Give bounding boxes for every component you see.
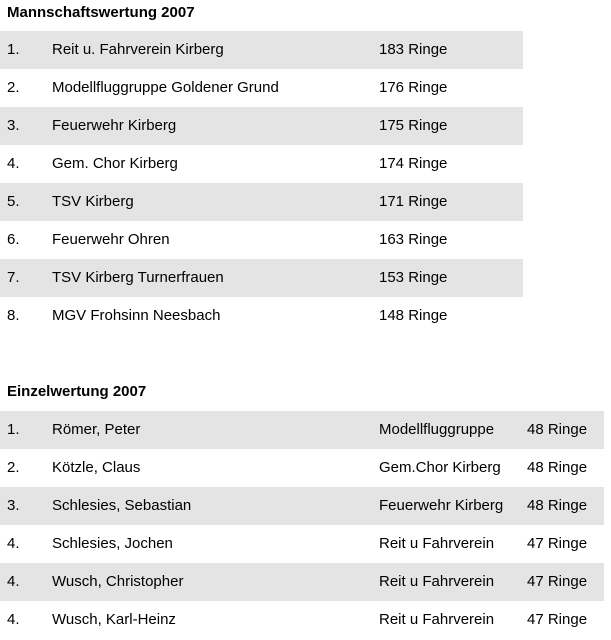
- team-name-cell: TSV Kirberg Turnerfrauen: [52, 269, 224, 286]
- rank-cell: 3.: [7, 497, 20, 514]
- rank-cell: 7.: [7, 269, 20, 286]
- club-cell: Reit u Fahrverein: [379, 535, 495, 552]
- team-ranking-heading: Mannschaftswertung 2007: [7, 4, 195, 21]
- score-cell: 176 Ringe: [379, 79, 448, 96]
- score-cell: 148 Ringe: [379, 307, 448, 324]
- rank-cell: 5.: [7, 193, 20, 210]
- score-cell: 171 Ringe: [379, 193, 448, 210]
- score-cell: 175 Ringe: [379, 117, 448, 134]
- team-name-cell: MGV Frohsinn Neesbach: [52, 307, 221, 324]
- team-name-cell: Feuerwehr Kirberg: [52, 117, 177, 134]
- club-cell: Gem.Chor Kirberg: [379, 459, 501, 476]
- table-row: [0, 525, 604, 563]
- team-ranking-table: [0, 31, 523, 335]
- club-cell: Reit u Fahrverein: [379, 611, 495, 628]
- table-row: [0, 411, 604, 449]
- single-ranking-table: [0, 411, 604, 639]
- table-row: [0, 487, 604, 525]
- team-name-cell: Reit u. Fahrverein Kirberg: [52, 41, 224, 58]
- person-name-cell: Römer, Peter: [52, 421, 141, 438]
- team-name-cell: Feuerwehr Ohren: [52, 231, 170, 248]
- person-name-cell: Wusch, Karl-Heinz: [52, 611, 176, 628]
- rank-cell: 4.: [7, 573, 20, 590]
- rank-cell: 4.: [7, 535, 20, 552]
- rank-cell: 4.: [7, 611, 20, 628]
- person-name-cell: Kötzle, Claus: [52, 459, 141, 476]
- rank-cell: 1.: [7, 421, 20, 438]
- club-cell: Reit u Fahrverein: [379, 573, 495, 590]
- table-row: [0, 601, 604, 639]
- table-row: [0, 69, 523, 107]
- club-cell: Modellfluggruppe: [379, 421, 495, 438]
- score-cell: 47 Ringe: [527, 611, 588, 628]
- team-name-cell: TSV Kirberg: [52, 193, 134, 210]
- rank-cell: 4.: [7, 155, 20, 172]
- team-name-cell: Gem. Chor Kirberg: [52, 155, 178, 172]
- rank-cell: 2.: [7, 459, 20, 476]
- score-cell: 183 Ringe: [379, 41, 448, 58]
- rank-cell: 6.: [7, 231, 20, 248]
- rank-cell: 1.: [7, 41, 20, 58]
- table-row: [0, 449, 604, 487]
- score-cell: 48 Ringe: [527, 459, 588, 476]
- table-row: [0, 297, 523, 335]
- table-row: [0, 31, 523, 69]
- score-cell: 48 Ringe: [527, 421, 588, 438]
- score-cell: 163 Ringe: [379, 231, 448, 248]
- team-name-cell: Modellfluggruppe Goldener Grund: [52, 79, 279, 96]
- rank-cell: 3.: [7, 117, 20, 134]
- score-cell: 174 Ringe: [379, 155, 448, 172]
- club-cell: Feuerwehr Kirberg: [379, 497, 504, 514]
- score-cell: 47 Ringe: [527, 573, 588, 590]
- table-row: [0, 563, 604, 601]
- rank-cell: 2.: [7, 79, 20, 96]
- person-name-cell: Schlesies, Sebastian: [52, 497, 192, 514]
- table-row: [0, 107, 523, 145]
- rank-cell: 8.: [7, 307, 20, 324]
- score-cell: 47 Ringe: [527, 535, 588, 552]
- person-name-cell: Wusch, Christopher: [52, 573, 184, 590]
- table-row: [0, 259, 523, 297]
- score-cell: 153 Ringe: [379, 269, 448, 286]
- table-row: [0, 145, 523, 183]
- score-cell: 48 Ringe: [527, 497, 588, 514]
- single-ranking-heading: Einzelwertung 2007: [7, 383, 147, 400]
- person-name-cell: Schlesies, Jochen: [52, 535, 173, 552]
- table-row: [0, 221, 523, 259]
- table-row: [0, 183, 523, 221]
